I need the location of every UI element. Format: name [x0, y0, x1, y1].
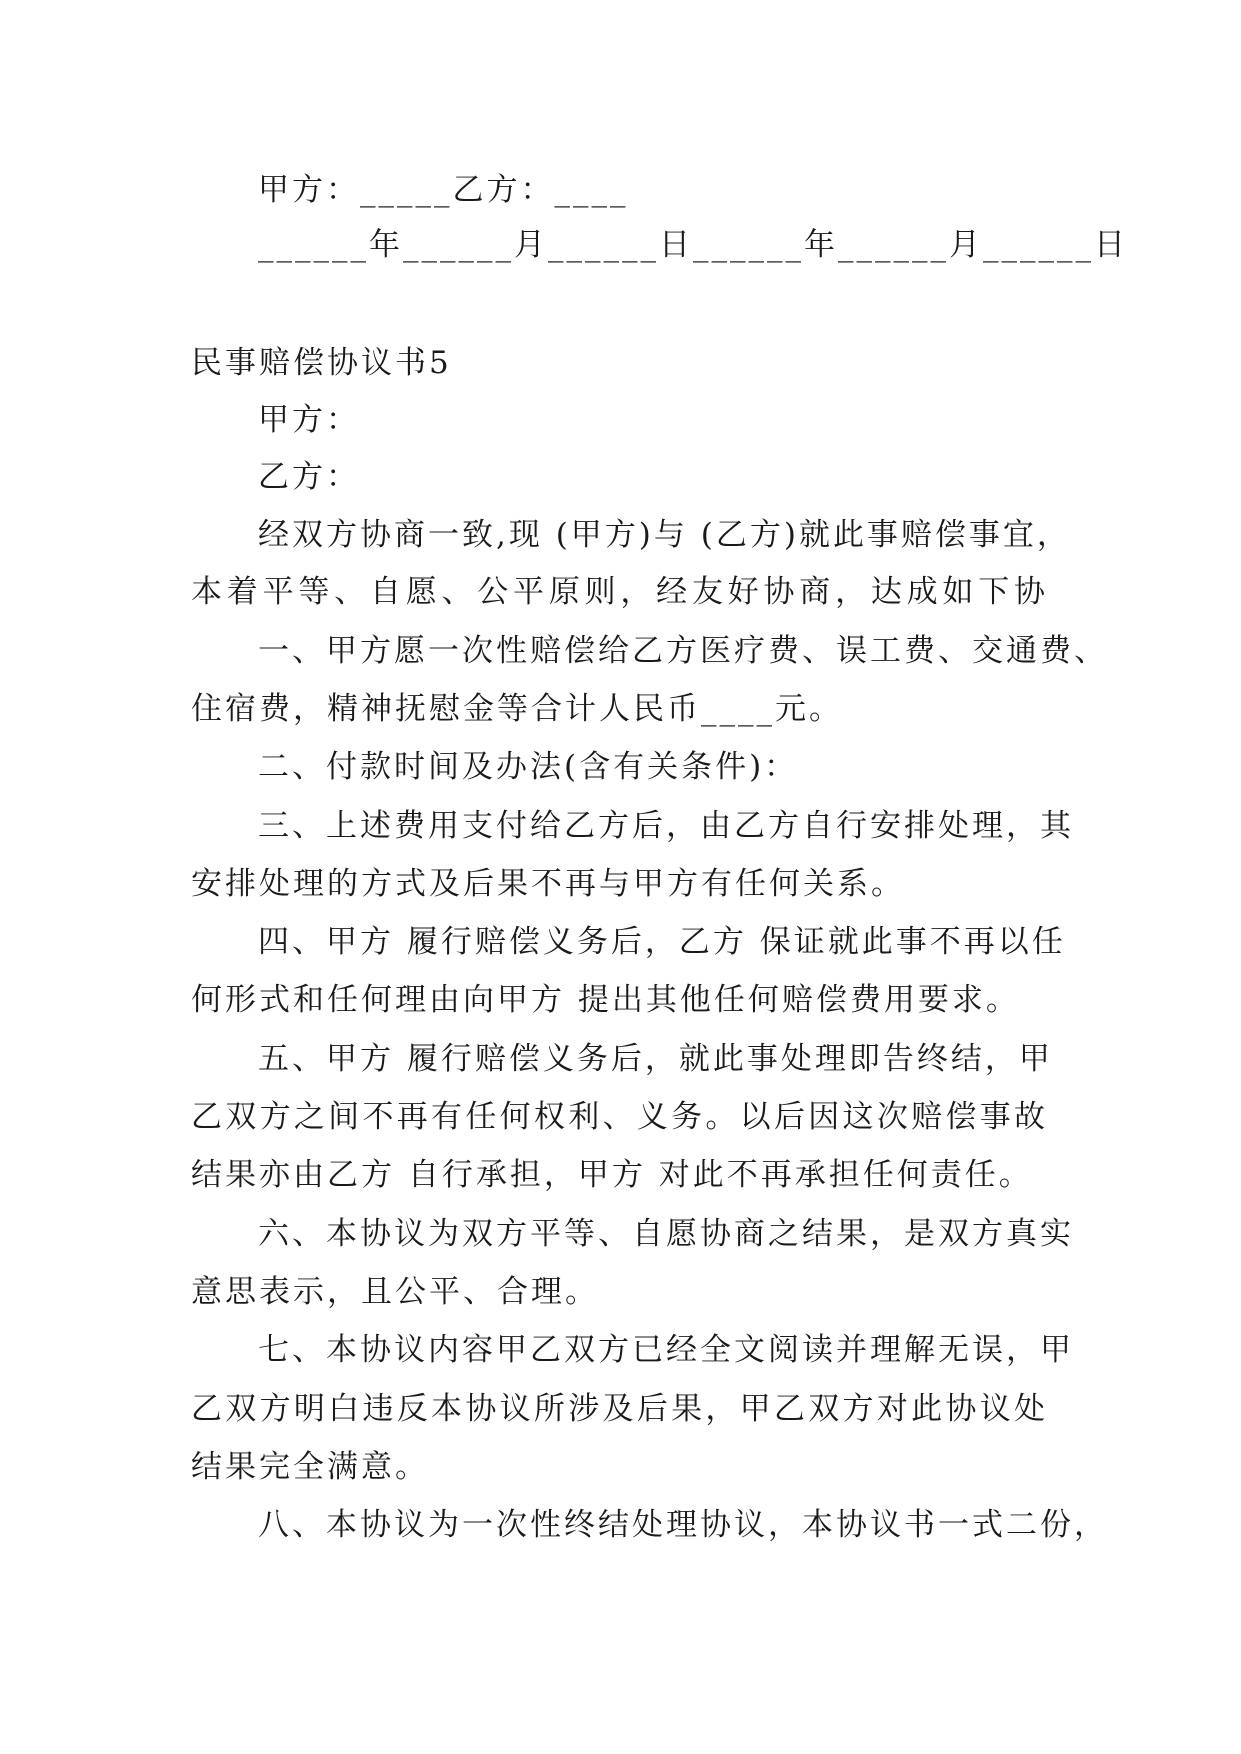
party-b-line: 乙方： [258, 459, 360, 495]
clause-1-line: 一、甲方愿一次性赔偿给乙方医疗费、误工费、交通费、 [258, 633, 1108, 669]
document-heading: 民事赔偿协议书5 [191, 345, 452, 381]
clause-6-line: 意思表示，且公平、合理。 [191, 1274, 599, 1310]
clause-5-line: 五、甲方 履行赔偿义务后，就此事处理即告终结，甲 [258, 1041, 1053, 1077]
paragraph-line: 本着平等、自愿、公平原则，经友好协商，达成如下协 [191, 574, 1048, 610]
clause-2-line: 二、付款时间及办法(含有关条件)： [258, 749, 799, 785]
clause-8-line: 八、本协议为一次性终结处理协议，本协议书一式二份， [258, 1507, 1108, 1543]
clause-5-line: 结果亦由乙方 自行承担，甲方 对此不再承担任何责任。 [191, 1157, 1033, 1193]
clause-4-line: 何形式和任何理由向甲方 提出其他任何赔偿费用要求。 [191, 982, 1020, 1018]
clause-5-line: 乙双方之间不再有任何权利、义务。以后因这次赔偿事故 [191, 1099, 1048, 1135]
clause-6-line: 六、本协议为双方平等、自愿协商之结果，是双方真实 [258, 1216, 1074, 1252]
clause-3-line: 安排处理的方式及后果不再与甲方有任何关系。 [191, 866, 905, 902]
clause-3-line: 三、上述费用支付给乙方后，由乙方自行安排处理，其 [258, 808, 1074, 844]
clause-7-line: 乙双方明白违反本协议所涉及后果，甲乙双方对此协议处 [191, 1391, 1048, 1427]
party-a-line: 甲方： [258, 402, 360, 438]
signature-line-parties: 甲方：_____乙方：____ [258, 172, 629, 208]
clause-7-line: 七、本协议内容甲乙双方已经全文阅读并理解无误，甲 [258, 1332, 1074, 1368]
signature-line-dates: ______年______月______日______年______月______日 [258, 227, 1128, 263]
clause-4-line: 四、甲方 履行赔偿义务后，乙方 保证就此事不再以任 [258, 924, 1066, 960]
clause-7-line: 结果完全满意。 [191, 1449, 429, 1485]
paragraph-line: 经双方协商一致,现 (甲方)与 (乙方)就此事赔偿事宜， [258, 517, 1071, 553]
clause-1-line: 住宿费，精神抚慰金等合计人民币____元。 [191, 691, 843, 727]
